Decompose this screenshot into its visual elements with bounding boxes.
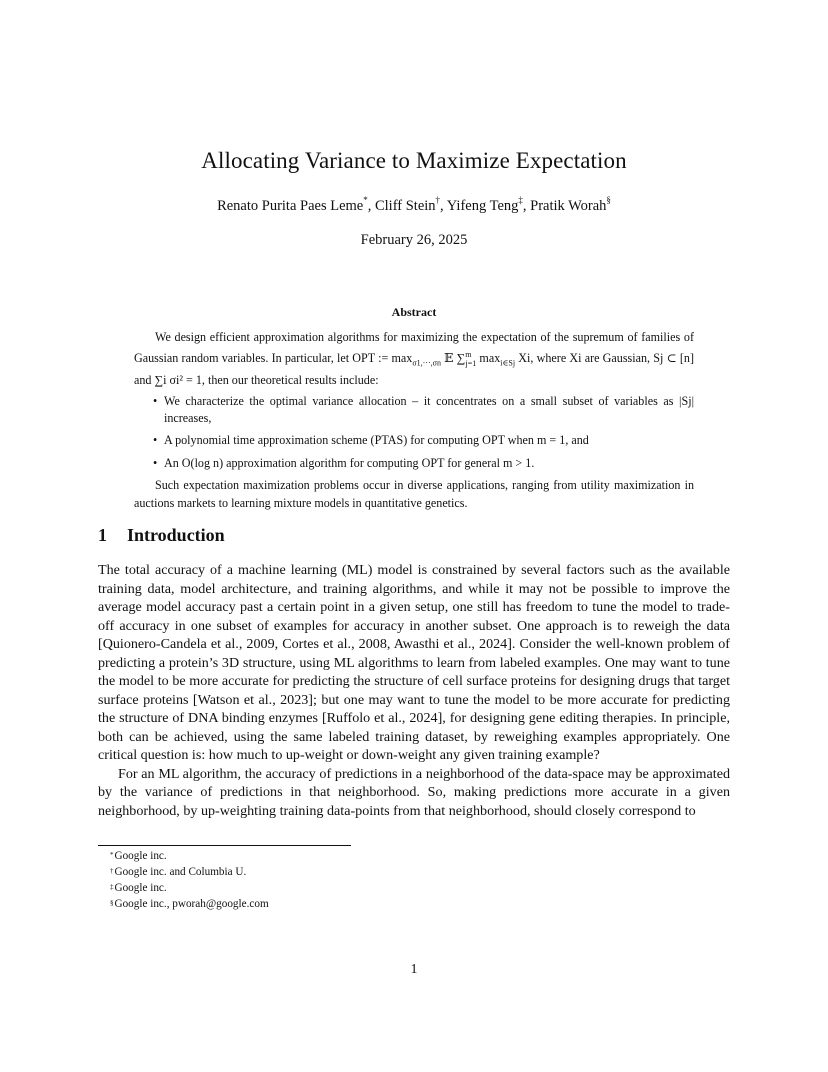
author-mark: *: [363, 195, 368, 205]
section-heading: [98, 525, 225, 546]
abstract-text: We design efficient approximation algorithms for maximizing the expectation of the supremum of families of Gaussian random variables. In particular, let OPT := max: [134, 330, 694, 366]
author-name: Yifeng Teng: [446, 198, 519, 214]
section-title: Introduction: [127, 525, 225, 545]
author-name: Cliff Stein: [374, 198, 436, 214]
paper-title: Allocating Variance to Maximize Expectation: [201, 148, 627, 173]
abstract-text: 𝔼 ∑: [440, 351, 466, 366]
footnote: ‡Google inc.: [110, 882, 167, 894]
footnote-rule: [98, 845, 351, 846]
body-paragraph: The total accuracy of a machine learning (ML) model is constrained by several factors such as the available training data, model architecture, and training algorithms, and while it may not be possible to improve the average model accuracy past a certain point in a given setup, one still has freedom to tune the model to trade-off accuracy in one subset of examples for accuracy in another subset. One approach is to reweigh the data [Quionero-Candela et al., 2009, Cortes et al., 2008, Awasthi et al., 2024]. Consider the well-known problem of predicting a protein’s 3D structure, using ML algorithms to learn from labeled examples. One may want to tune the model to be more accurate for predicting the structure of cell surface proteins for designing drugs that target surface proteins [Watson et al., 2023]; but one may want to tune the model to be more accurate for predicting the structure of DNA binding enzymes [Ruffolo et al., 2024], for designing gene editing therapies. In principle, both can be achieved, using the same labeled training dataset, by reweighing examples appropriately. One critical question is: how much to up-weight or down-weight any given training example?: [98, 562, 730, 763]
paper-date: February 26, 2025: [360, 232, 468, 248]
footnote: †Google inc. and Columbia U.: [110, 866, 247, 878]
list-item: • We characterize the optimal variance allocation – it concentrates on a small subset of variables as |Sj| increases,: [153, 393, 694, 426]
author-mark: ‡: [518, 195, 523, 205]
abstract-result-list: [134, 393, 694, 473]
abstract-text: max: [476, 351, 501, 366]
author-mark: §: [606, 195, 611, 205]
list-item: • An O(log n) approximation algorithm for computing OPT for general m > 1.: [153, 455, 535, 470]
abstract-paragraph: Such expectation maximization problems occur in diverse applications, ranging from utility maximization in auctions markets to learning mixture models in quantitative genetics.: [134, 478, 694, 510]
math-subscript: i∈Sj: [500, 358, 516, 368]
math-superscript: m: [465, 350, 472, 360]
footnote: *Google inc.: [110, 850, 167, 862]
footnotes: [110, 848, 269, 912]
section-number: 1: [98, 525, 107, 545]
math-subscript: σ1,···,σn: [412, 358, 441, 368]
author-name: Pratik Worah: [530, 198, 607, 214]
abstract-text: Xi, where Xi are Gaussian, Sj ⊂ [n] and ∑i σi² = 1, then our theoretical results include:: [134, 351, 695, 388]
body-paragraph: For an ML algorithm, the accuracy of predictions in a neighborhood of the data-space may be approximated by the variance of predictions in that neighborhood. So, making predictions more accurate in a given neighborhood, by up-weighting training data-points from that neighborhood, should closely correspond to: [98, 765, 730, 819]
list-item: • A polynomial time approximation scheme (PTAS) for computing OPT when m = 1, and: [153, 433, 589, 448]
math-subscript: j=1: [465, 358, 477, 368]
author-mark: †: [435, 195, 441, 205]
page-number: 1: [410, 962, 418, 977]
abstract-heading: Abstract: [391, 305, 437, 319]
author-list: Renato Purita Paes Leme*, Cliff Stein†, Yifeng Teng‡, Pratik Worah§: [217, 195, 611, 214]
abstract-body: [134, 329, 694, 512]
section-body: [98, 561, 730, 820]
footnote: §Google inc., pworah@google.com: [110, 898, 269, 910]
author-name: Renato Purita Paes Leme: [217, 198, 364, 214]
abstract-paragraph: [134, 329, 694, 390]
